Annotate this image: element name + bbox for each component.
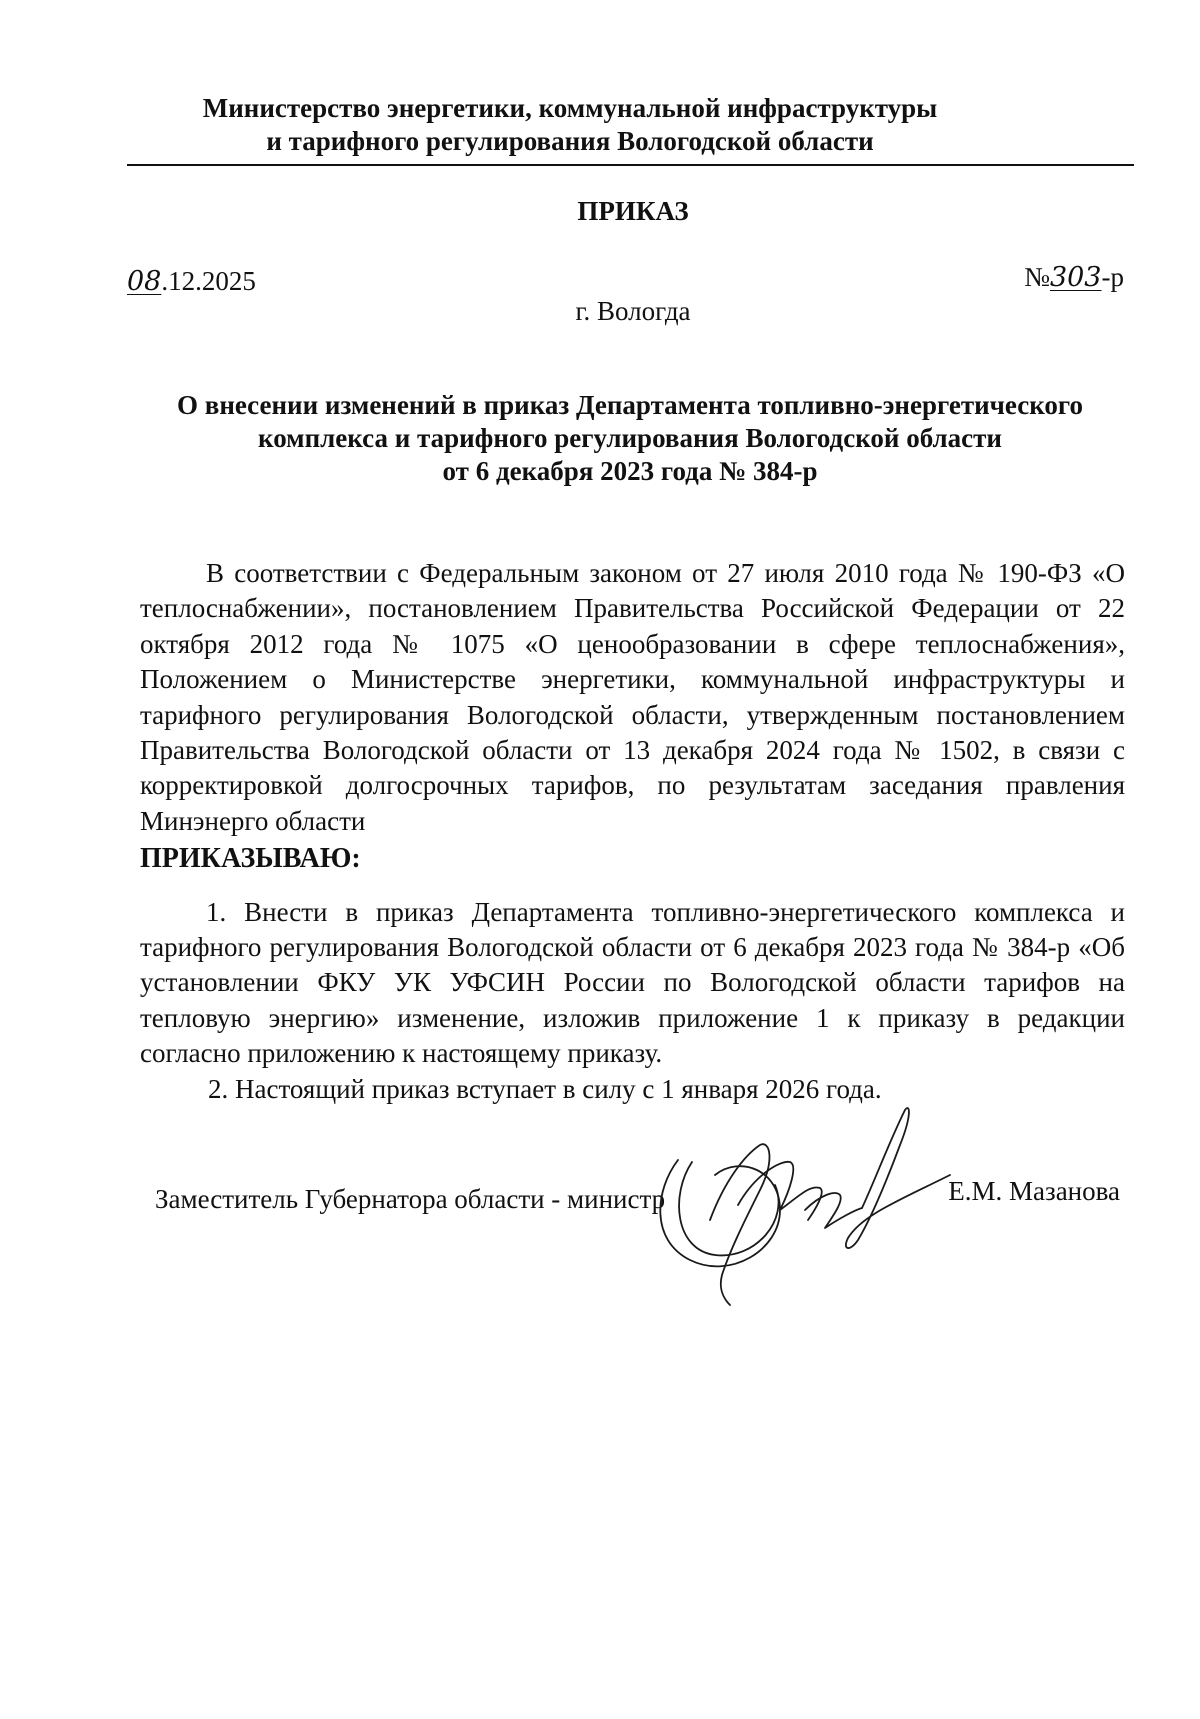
- document-body: [140, 556, 1125, 1107]
- order-item-1: 1. Внести в приказ Департамента топливно-энергетического комплекса и тарифного регулирования Вологодской области от 6 декабря 2023 года № 384-р «Об установлении ФКУ УК УФСИН России по Вологодской области тарифов на тепловую энергию» изменение, изложив приложение 1 к приказу в редакции согласно приложению к настоящему приказу.: [140, 896, 1125, 1069]
- title-line-3: от 6 декабря 2023 года № 384-р: [442, 456, 818, 486]
- number-suffix: -р: [1101, 262, 1124, 292]
- document-title: [120, 389, 1140, 488]
- preamble-paragraph: В соответствии с Федеральным законом от 27 июля 2010 года № 190-ФЗ «О теплоснабжении», постановлением Правительства Российской Федерации от 22 октября 2012 года № 1075 «О ценообразовании в сфере теплоснабжения», Положением о Министерстве энергетики, коммунальной инфраструктуры и тарифного регулирования Вологодской области, утвержденным постановлением Правительства Вологодской области от 13 декабря 2024 года № 1502, в связи с корректировкой долгосрочных тарифов, по результатам заседания правления Минэнерго области: [140, 558, 1125, 836]
- date-rest: .12.2025: [161, 266, 256, 296]
- header-divider: [127, 164, 1134, 166]
- number-prefix: №: [1024, 262, 1050, 292]
- handwritten-signature: [630, 1100, 960, 1310]
- number-value-handwritten: 303: [1049, 262, 1102, 293]
- ministry-header-line-1: Министерство энергетики, коммунальной инфраструктуры: [202, 93, 938, 123]
- document-number: [1024, 262, 1124, 293]
- document-city: г. Вологда: [575, 296, 691, 326]
- date-day-handwritten: 08: [127, 266, 162, 297]
- title-line-1: О внесении изменений в приказ Департамента топливно-энергетического: [176, 390, 1083, 420]
- document-type: ПРИКАЗ: [577, 196, 689, 226]
- signatory-position: Заместитель Губернатора области - министр: [155, 1184, 666, 1214]
- ministry-header-line-2: и тарифного регулирования Вологодской области: [266, 126, 874, 156]
- ministry-header: [0, 92, 1140, 158]
- order-word: ПРИКАЗЫВАЮ:: [140, 843, 361, 875]
- signatory-name: Е.М. Мазанова: [948, 1176, 1120, 1206]
- document-date: [127, 266, 256, 297]
- order-item-2: 2. Настоящий приказ вступает в силу с 1 января 2026 года.: [208, 1073, 882, 1104]
- title-line-2: комплекса и тарифного регулирования Вологодской области: [258, 423, 1002, 453]
